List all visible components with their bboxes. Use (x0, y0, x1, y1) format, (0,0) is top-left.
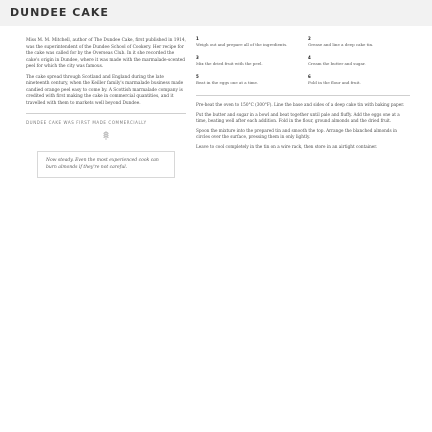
method-paragraph-2: Put the butter and sugar in a bowl and beat together until pale and fluffy. Add the eggs one at a time, beating well after each addition. Fold in the flour, ground almonds and the dried fruit. (196, 112, 400, 124)
step-number: 5 (196, 74, 199, 79)
step-number: 6 (308, 74, 311, 79)
step-item (308, 36, 410, 47)
step-number: 3 (196, 55, 199, 60)
step-item (308, 74, 410, 85)
page-title: DUNDEE CAKE (10, 6, 109, 19)
section-divider (26, 113, 186, 114)
wheat-ornament-icon (97, 129, 115, 141)
note-box (37, 151, 175, 178)
step-item (196, 36, 298, 47)
step-number: 1 (196, 36, 199, 41)
header-bar (0, 0, 432, 26)
step-text: Cream the butter and sugar. (308, 60, 366, 66)
method-steps (196, 36, 410, 85)
left-column (26, 38, 186, 178)
method-paragraph-4: Leave to cool completely in the tin on a wire rack, then store in an airtight container. (196, 144, 378, 150)
left-paragraph-2: The cake spread through Scotland and England during the late nineteenth century, when the Keiller family's marmalade business made candied orange peel easy to come by. A Scottish marmalade company is credited with first making the cake in commercial quantities, and it travelled with them to markets well beyond Dundee. (26, 74, 184, 106)
step-item (196, 74, 298, 85)
step-text: Grease and line a deep cake tin. (308, 41, 374, 47)
step-text: Beat in the eggs one at a time. (196, 79, 259, 85)
step-text: Fold in the flour and fruit. (308, 79, 361, 85)
step-item (308, 55, 410, 66)
method-paragraph-3: Spoon the mixture into the prepared tin and smooth the top. Arrange the blanched almonds in circles over the surface, pressing them in only lightly. (196, 128, 397, 140)
step-item (196, 55, 298, 66)
note-text: Now steady. Even the most experienced cook can burn almonds if they're not careful. (46, 158, 159, 170)
step-number: 2 (308, 36, 311, 41)
step-text: Mix the dried fruit with the peel. (196, 60, 263, 66)
step-number: 4 (308, 55, 311, 60)
step-text: Weigh out and prepare all of the ingredients. (196, 41, 288, 47)
left-paragraph-1: Miss M. M. Mitchell, author of The Dundee Cake, first published in 1914, was the superintendent of the Dundee School of Cookery. Her recipe for the cake was called for by the Overseas Club. In it she recorded the cake's origin in Dundee, where it was made with the marmalade-scented peel for which the city was famous. (26, 38, 187, 69)
right-divider (196, 95, 410, 96)
method-paragraph-1: Pre-heat the oven to 150°C (300°F). Line the base and sides of a deep cake tin with baking paper. (196, 102, 405, 107)
caption-heading: DUNDEE CAKE WAS FIRST MADE COMMERCIALLY (26, 120, 147, 125)
right-column (196, 36, 410, 155)
